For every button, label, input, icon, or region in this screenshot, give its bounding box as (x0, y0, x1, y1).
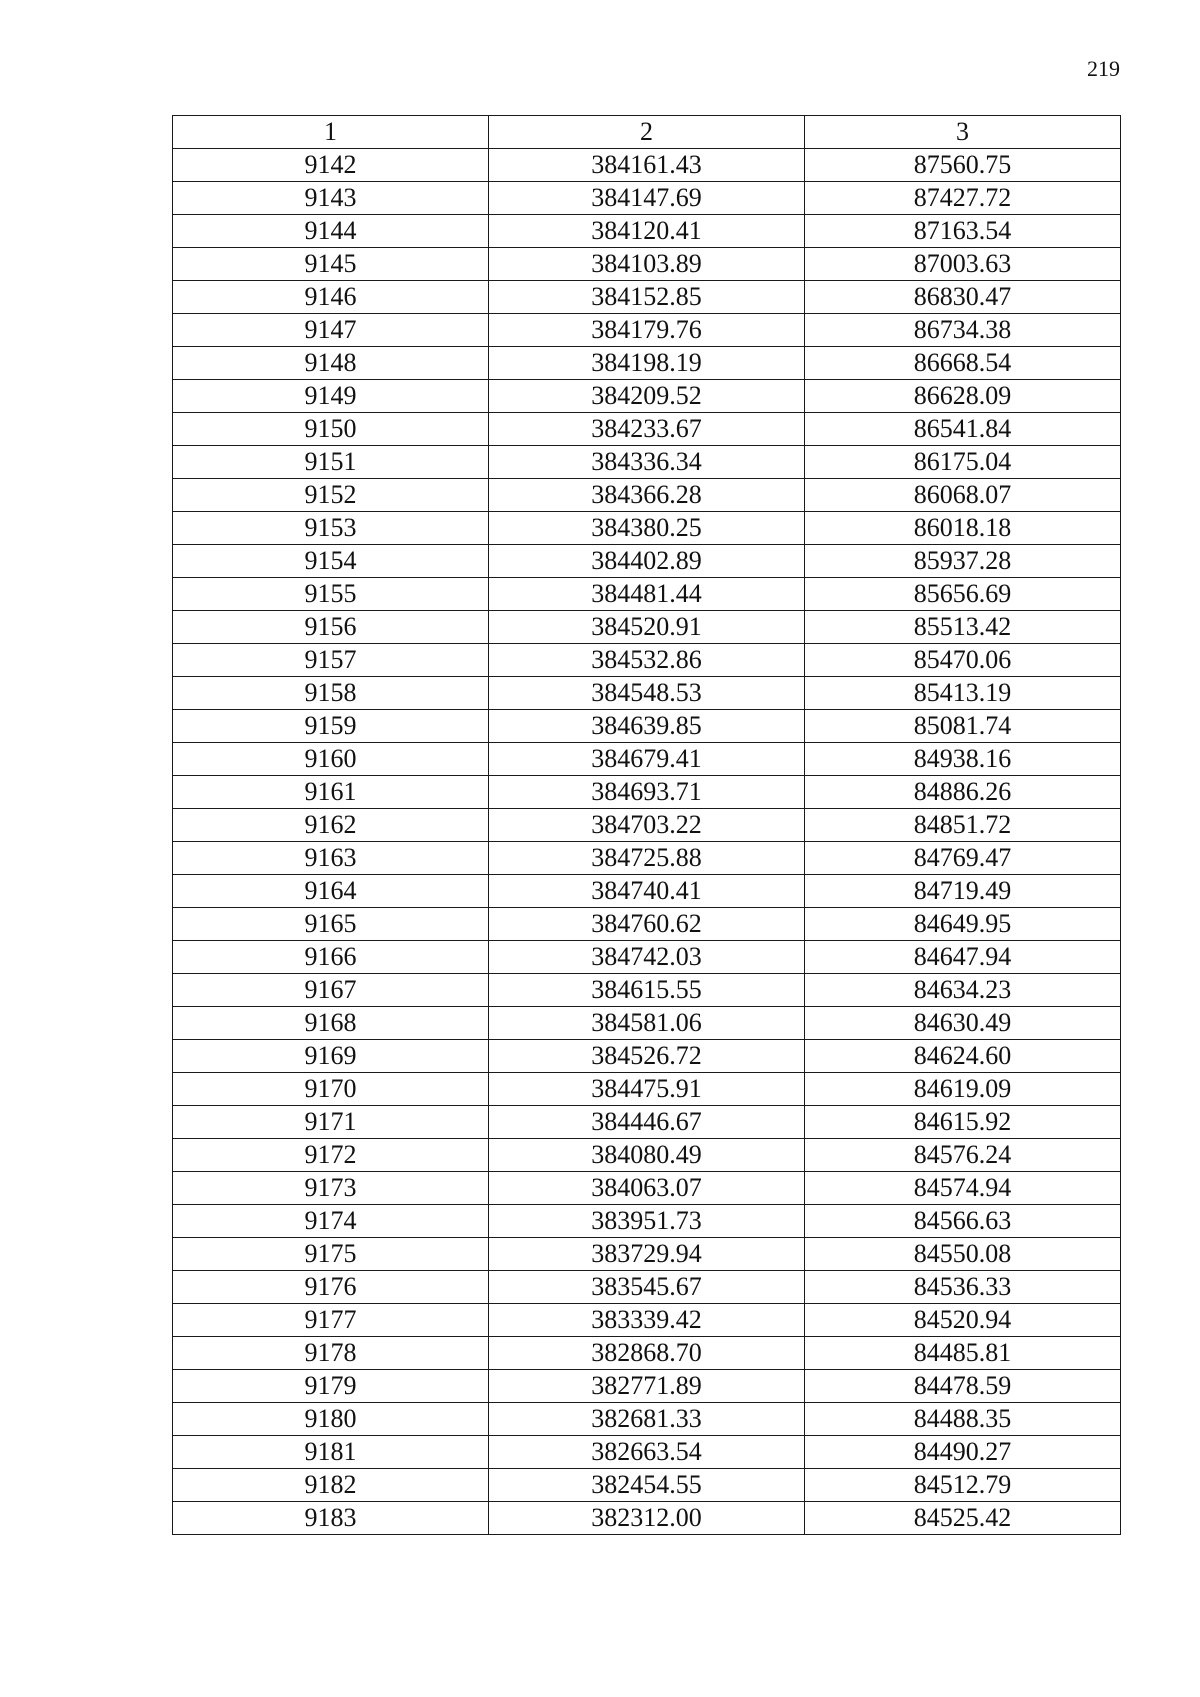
table-row (173, 1106, 1121, 1139)
point-number-cell: 9165 (173, 908, 489, 941)
y-coordinate-cell: 84938.16 (805, 743, 1121, 776)
x-coordinate-cell: 384179.76 (489, 314, 805, 347)
point-number-cell: 9169 (173, 1040, 489, 1073)
x-coordinate-cell: 382312.00 (489, 1502, 805, 1535)
x-coordinate-cell: 382663.54 (489, 1436, 805, 1469)
y-coordinate-cell: 84851.72 (805, 809, 1121, 842)
y-coordinate-cell: 84536.33 (805, 1271, 1121, 1304)
table-row (173, 149, 1121, 182)
x-coordinate-cell: 384147.69 (489, 182, 805, 215)
y-coordinate-cell: 84576.24 (805, 1139, 1121, 1172)
x-coordinate-cell: 384742.03 (489, 941, 805, 974)
y-coordinate-cell: 84647.94 (805, 941, 1121, 974)
x-coordinate-cell: 384725.88 (489, 842, 805, 875)
y-coordinate-cell: 87163.54 (805, 215, 1121, 248)
point-number-cell: 9179 (173, 1370, 489, 1403)
point-number-cell: 9175 (173, 1238, 489, 1271)
table-row (173, 941, 1121, 974)
table-body (173, 116, 1121, 1535)
x-coordinate-cell: 384581.06 (489, 1007, 805, 1040)
point-number-cell: 9176 (173, 1271, 489, 1304)
table-row (173, 1073, 1121, 1106)
table-row (173, 248, 1121, 281)
x-coordinate-cell: 384740.41 (489, 875, 805, 908)
x-coordinate-cell: 384161.43 (489, 149, 805, 182)
table-row (173, 1403, 1121, 1436)
y-coordinate-cell: 85470.06 (805, 644, 1121, 677)
table-row (173, 611, 1121, 644)
table-row (173, 545, 1121, 578)
point-number-cell: 9174 (173, 1205, 489, 1238)
x-coordinate-cell: 384233.67 (489, 413, 805, 446)
table-row (173, 479, 1121, 512)
x-coordinate-cell: 384402.89 (489, 545, 805, 578)
x-coordinate-cell: 382868.70 (489, 1337, 805, 1370)
x-coordinate-cell: 384679.41 (489, 743, 805, 776)
table-row (173, 677, 1121, 710)
point-number-cell: 9178 (173, 1337, 489, 1370)
y-coordinate-cell: 84566.63 (805, 1205, 1121, 1238)
x-coordinate-cell: 384336.34 (489, 446, 805, 479)
table-row (173, 1304, 1121, 1337)
x-coordinate-cell: 384366.28 (489, 479, 805, 512)
y-coordinate-cell: 84512.79 (805, 1469, 1121, 1502)
table-row (173, 842, 1121, 875)
y-coordinate-cell: 84490.27 (805, 1436, 1121, 1469)
y-coordinate-cell: 86668.54 (805, 347, 1121, 380)
table-row (173, 512, 1121, 545)
point-number-cell: 9180 (173, 1403, 489, 1436)
y-coordinate-cell: 84630.49 (805, 1007, 1121, 1040)
y-coordinate-cell: 86628.09 (805, 380, 1121, 413)
x-coordinate-cell: 384703.22 (489, 809, 805, 842)
x-coordinate-cell: 384520.91 (489, 611, 805, 644)
point-number-cell: 9148 (173, 347, 489, 380)
point-number-cell: 9153 (173, 512, 489, 545)
x-coordinate-cell: 384209.52 (489, 380, 805, 413)
x-coordinate-cell: 384446.67 (489, 1106, 805, 1139)
table-row (173, 809, 1121, 842)
point-number-cell: 9163 (173, 842, 489, 875)
x-coordinate-cell: 383951.73 (489, 1205, 805, 1238)
point-number-cell: 9151 (173, 446, 489, 479)
x-coordinate-cell: 382454.55 (489, 1469, 805, 1502)
y-coordinate-cell: 85937.28 (805, 545, 1121, 578)
y-coordinate-cell: 86541.84 (805, 413, 1121, 446)
y-coordinate-cell: 84624.60 (805, 1040, 1121, 1073)
table-row (173, 281, 1121, 314)
point-number-cell: 9168 (173, 1007, 489, 1040)
y-coordinate-cell: 84886.26 (805, 776, 1121, 809)
y-coordinate-cell: 84649.95 (805, 908, 1121, 941)
table-row (173, 1139, 1121, 1172)
table-row (173, 182, 1121, 215)
point-number-cell: 9166 (173, 941, 489, 974)
header-cell-3: 3 (805, 116, 1121, 149)
point-number-cell: 9147 (173, 314, 489, 347)
x-coordinate-cell: 384615.55 (489, 974, 805, 1007)
coordinates-table (172, 115, 1121, 1535)
y-coordinate-cell: 84478.59 (805, 1370, 1121, 1403)
point-number-cell: 9160 (173, 743, 489, 776)
y-coordinate-cell: 84485.81 (805, 1337, 1121, 1370)
y-coordinate-cell: 84520.94 (805, 1304, 1121, 1337)
table-row (173, 875, 1121, 908)
table-row (173, 1502, 1121, 1535)
point-number-cell: 9172 (173, 1139, 489, 1172)
y-coordinate-cell: 86830.47 (805, 281, 1121, 314)
point-number-cell: 9152 (173, 479, 489, 512)
x-coordinate-cell: 384152.85 (489, 281, 805, 314)
point-number-cell: 9173 (173, 1172, 489, 1205)
point-number-cell: 9156 (173, 611, 489, 644)
y-coordinate-cell: 84619.09 (805, 1073, 1121, 1106)
table-row (173, 578, 1121, 611)
y-coordinate-cell: 84615.92 (805, 1106, 1121, 1139)
table-row (173, 710, 1121, 743)
y-coordinate-cell: 85656.69 (805, 578, 1121, 611)
point-number-cell: 9171 (173, 1106, 489, 1139)
y-coordinate-cell: 84769.47 (805, 842, 1121, 875)
x-coordinate-cell: 384103.89 (489, 248, 805, 281)
y-coordinate-cell: 84719.49 (805, 875, 1121, 908)
x-coordinate-cell: 384080.49 (489, 1139, 805, 1172)
y-coordinate-cell: 87560.75 (805, 149, 1121, 182)
point-number-cell: 9177 (173, 1304, 489, 1337)
point-number-cell: 9157 (173, 644, 489, 677)
point-number-cell: 9154 (173, 545, 489, 578)
x-coordinate-cell: 384063.07 (489, 1172, 805, 1205)
point-number-cell: 9161 (173, 776, 489, 809)
table-row (173, 446, 1121, 479)
table-row (173, 347, 1121, 380)
y-coordinate-cell: 85513.42 (805, 611, 1121, 644)
table-row (173, 1370, 1121, 1403)
table-row (173, 743, 1121, 776)
y-coordinate-cell: 84488.35 (805, 1403, 1121, 1436)
point-number-cell: 9170 (173, 1073, 489, 1106)
point-number-cell: 9146 (173, 281, 489, 314)
x-coordinate-cell: 384693.71 (489, 776, 805, 809)
point-number-cell: 9167 (173, 974, 489, 1007)
point-number-cell: 9183 (173, 1502, 489, 1535)
table-row (173, 1271, 1121, 1304)
y-coordinate-cell: 84634.23 (805, 974, 1121, 1007)
page-number: 219 (1087, 56, 1120, 81)
table-row (173, 1172, 1121, 1205)
x-coordinate-cell: 384548.53 (489, 677, 805, 710)
x-coordinate-cell: 384380.25 (489, 512, 805, 545)
y-coordinate-cell: 85081.74 (805, 710, 1121, 743)
x-coordinate-cell: 384526.72 (489, 1040, 805, 1073)
y-coordinate-cell: 86734.38 (805, 314, 1121, 347)
table-row (173, 215, 1121, 248)
x-coordinate-cell: 384760.62 (489, 908, 805, 941)
table-row (173, 1007, 1121, 1040)
point-number-cell: 9149 (173, 380, 489, 413)
y-coordinate-cell: 86175.04 (805, 446, 1121, 479)
header-cell-2: 2 (489, 116, 805, 149)
y-coordinate-cell: 85413.19 (805, 677, 1121, 710)
x-coordinate-cell: 384198.19 (489, 347, 805, 380)
point-number-cell: 9182 (173, 1469, 489, 1502)
point-number-cell: 9143 (173, 182, 489, 215)
table-row (173, 1205, 1121, 1238)
point-number-cell: 9144 (173, 215, 489, 248)
table-row (173, 974, 1121, 1007)
x-coordinate-cell: 383339.42 (489, 1304, 805, 1337)
x-coordinate-cell: 383545.67 (489, 1271, 805, 1304)
point-number-cell: 9155 (173, 578, 489, 611)
header-row (173, 116, 1121, 149)
x-coordinate-cell: 384532.86 (489, 644, 805, 677)
y-coordinate-cell: 87427.72 (805, 182, 1121, 215)
point-number-cell: 9181 (173, 1436, 489, 1469)
point-number-cell: 9145 (173, 248, 489, 281)
table-row (173, 314, 1121, 347)
table-row (173, 413, 1121, 446)
x-coordinate-cell: 382771.89 (489, 1370, 805, 1403)
table-row (173, 908, 1121, 941)
table-row (173, 380, 1121, 413)
y-coordinate-cell: 84550.08 (805, 1238, 1121, 1271)
table-row (173, 1469, 1121, 1502)
point-number-cell: 9164 (173, 875, 489, 908)
table-row (173, 776, 1121, 809)
x-coordinate-cell: 384120.41 (489, 215, 805, 248)
point-number-cell: 9142 (173, 149, 489, 182)
x-coordinate-cell: 384639.85 (489, 710, 805, 743)
point-number-cell: 9150 (173, 413, 489, 446)
point-number-cell: 9158 (173, 677, 489, 710)
x-coordinate-cell: 384475.91 (489, 1073, 805, 1106)
y-coordinate-cell: 86068.07 (805, 479, 1121, 512)
y-coordinate-cell: 87003.63 (805, 248, 1121, 281)
y-coordinate-cell: 86018.18 (805, 512, 1121, 545)
y-coordinate-cell: 84574.94 (805, 1172, 1121, 1205)
x-coordinate-cell: 383729.94 (489, 1238, 805, 1271)
table-row (173, 644, 1121, 677)
x-coordinate-cell: 384481.44 (489, 578, 805, 611)
header-cell-1: 1 (173, 116, 489, 149)
table-row (173, 1337, 1121, 1370)
point-number-cell: 9162 (173, 809, 489, 842)
table-row (173, 1238, 1121, 1271)
y-coordinate-cell: 84525.42 (805, 1502, 1121, 1535)
point-number-cell: 9159 (173, 710, 489, 743)
table-row (173, 1040, 1121, 1073)
x-coordinate-cell: 382681.33 (489, 1403, 805, 1436)
table-row (173, 1436, 1121, 1469)
